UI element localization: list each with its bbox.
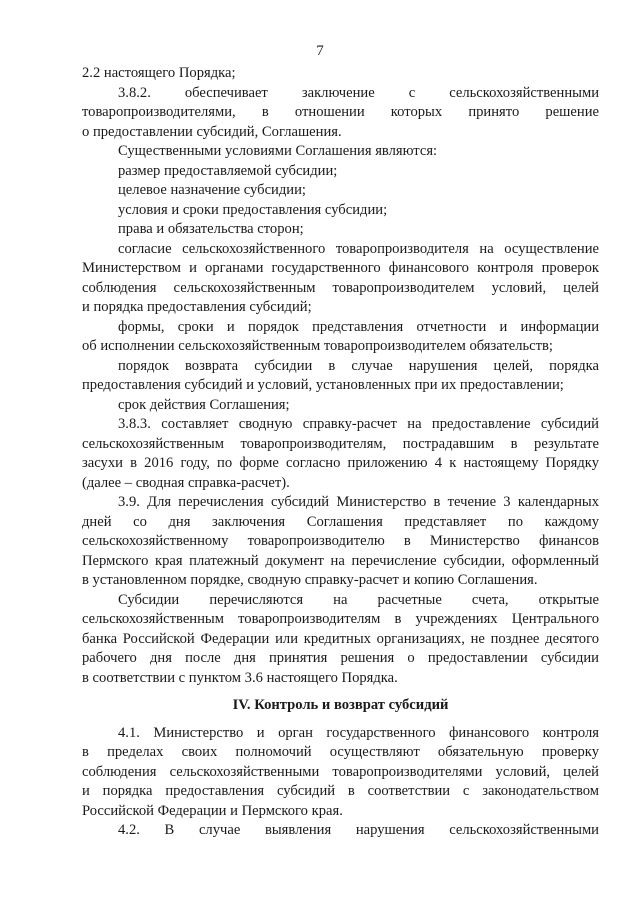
text-line: засухи в 2016 году, по форме согласно приложению 4 к настоящему Порядку [82, 455, 599, 471]
document-body [82, 64, 599, 841]
text-line: банка Российской Федерации или кредитных организациях, не позднее десятого [82, 630, 599, 647]
text-line: о предоставлении субсидий, Соглашения. [82, 123, 342, 140]
text-line: 3.8.2. обеспечивает заключение с сельскохозяйственными [118, 84, 599, 101]
text-line: Субсидии перечисляются на расчетные счета, открытые [118, 591, 599, 608]
text-line: соблюдения сельскохозяйственными товаропроизводителями условий, целей [82, 763, 599, 780]
text-line: согласие сельскохозяйственного товаропроизводителя на осуществление [118, 240, 599, 257]
section-heading: IV. Контроль и возврат субсидий [232, 697, 449, 713]
text-line: и порядка предоставления субсидий в соответствии с законодательством [82, 783, 599, 799]
text-line: дней со дня заключения Соглашения представляет по каждому [82, 513, 599, 530]
page-number: 7 [316, 43, 324, 59]
text-line: 4.1. Министерство и орган государственного финансового контроля [118, 724, 599, 741]
text-line: целевое назначение субсидии; [118, 182, 306, 198]
text-line: условия и сроки предоставления субсидии; [118, 201, 388, 218]
text-line: права и обязательства сторон; [118, 221, 304, 237]
text-line: в установленном порядке, сводную справку-расчет и копию Соглашения. [82, 572, 538, 588]
text-line: формы, сроки и порядок представления отчетности и информации [118, 318, 599, 335]
text-line: в соответствии с пунктом 3.6 настоящего Порядка. [82, 669, 398, 686]
text-line: сельскохозяйственным товаропроизводителям, пострадавшим в результате [82, 435, 599, 452]
text-line: 3.8.3. составляет сводную справку-расчет на предоставление субсидий [118, 416, 599, 432]
text-line: и порядка предоставления субсидий; [82, 299, 312, 315]
text-line: срок действия Соглашения; [118, 396, 290, 413]
text-line: Существенными условиями Соглашения являются: [118, 143, 438, 159]
text-line: предоставления субсидий и условий, установленных при их предоставлении; [82, 377, 564, 393]
text-line: 3.9. Для перечисления субсидий Министерство в течение 3 календарных [118, 494, 599, 510]
text-line: в пределах своих полномочий осуществляют обязательную проверку [82, 744, 599, 760]
text-line: товаропроизводителями, в отношении которых принято решение [82, 104, 599, 120]
text-line: размер предоставляемой субсидии; [118, 162, 338, 179]
text-line: Российской Федерации и Пермского края. [82, 802, 343, 819]
text-line: 2.2 настоящего Порядка; [82, 65, 236, 81]
text-line: (далее – сводная справка-расчет). [82, 474, 290, 491]
text-line: Пермского края платежный документ на перечисление субсидии, оформленный [82, 552, 599, 569]
text-line: Министерством и органами государственного финансового контроля проверок [82, 260, 599, 276]
text-line: сельскохозяйственному товаропроизводителю в Министерство финансов [82, 533, 599, 549]
text-line: рабочего дня после дня принятия решения о предоставлении субсидии [82, 650, 599, 666]
text-line: соблюдения сельскохозяйственным товаропроизводителем условий, целей [82, 279, 599, 296]
section-4-text [82, 724, 599, 841]
section-3-text [82, 64, 599, 688]
text-line: сельскохозяйственным товаропроизводителям в учреждениях Центрального [82, 611, 599, 627]
text-line: об исполнении сельскохозяйственным товаропроизводителем обязательств; [82, 338, 553, 354]
text-line: порядок возврата субсидии в случае нарушения целей, порядка [118, 357, 599, 374]
text-line: 4.2. В случае выявления нарушения сельскохозяйственными [118, 822, 599, 838]
